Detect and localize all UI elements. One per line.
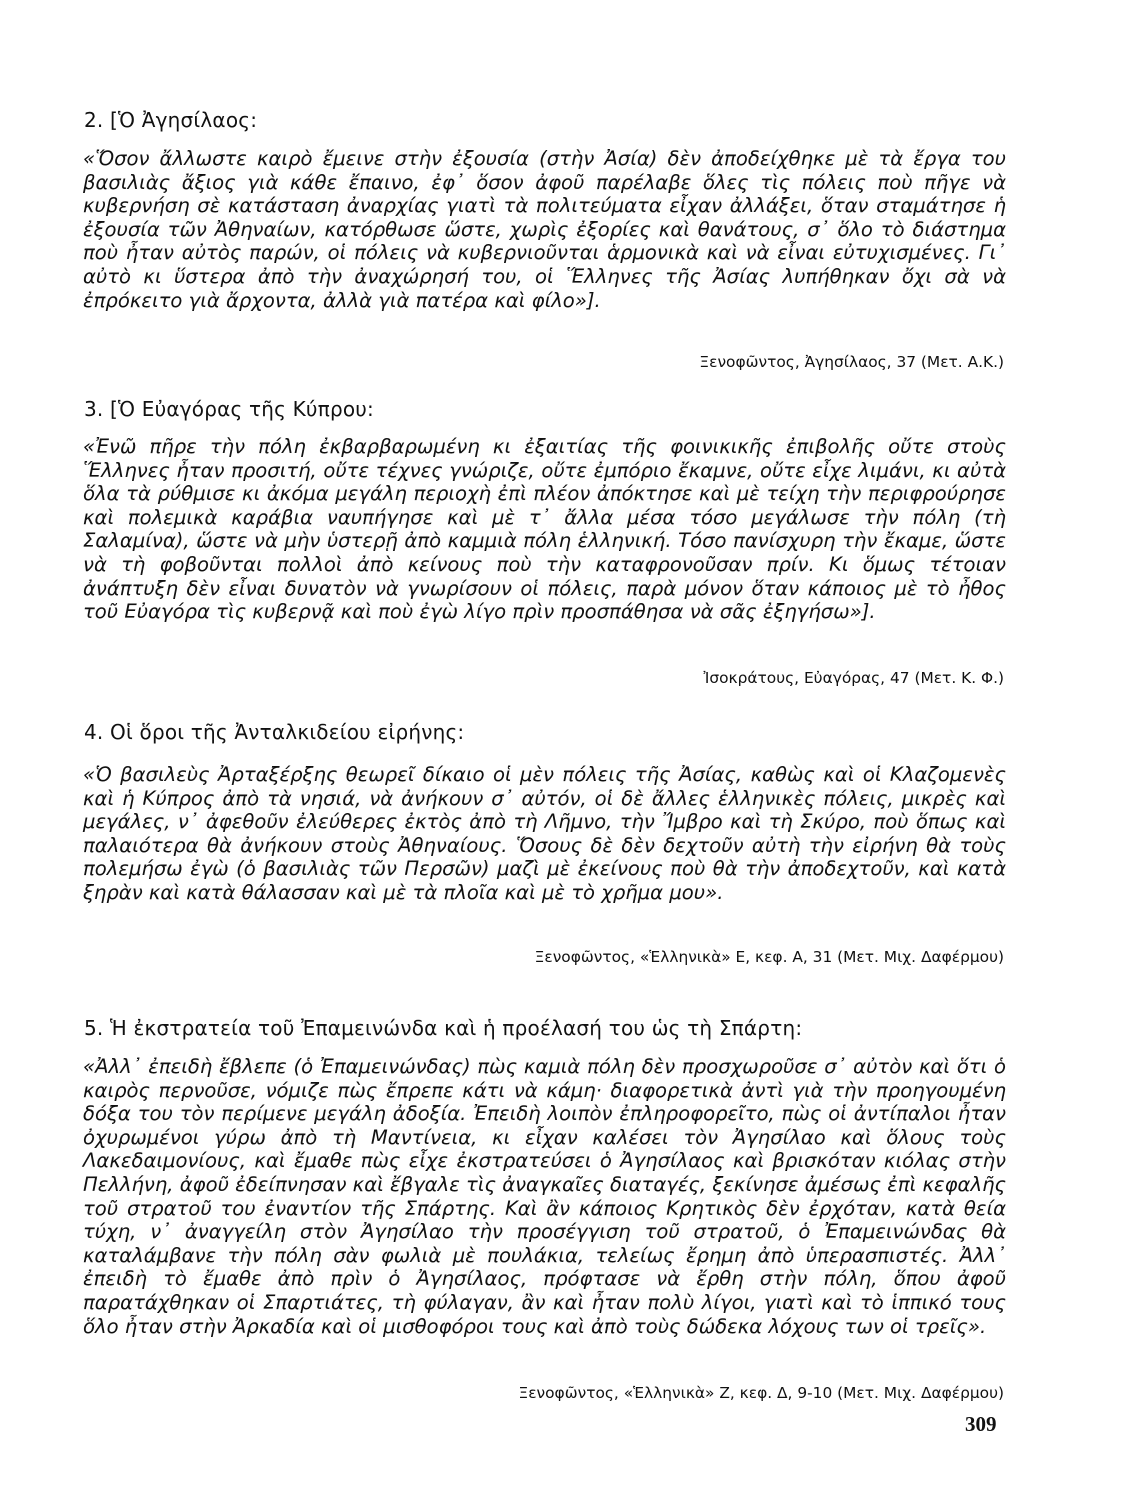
quote-agesilaus: «Ὅσον ἄλλωστε καιρὸ ἔμεινε στὴν ἐξουσία (στὴν Ἀσία) δὲν ἀποδείχθηκε μὲ τὰ ἔργα του βασιλιὰς ἄξιος γιὰ κάθε ἔπαινο, ἐφ᾽ ὅσον ἀφοῦ παρέλαβε ὅλες τὶς πόλεις ποὺ πῆγε νὰ κυβερνήση σὲ κατάσταση ἀναρχίας γιατὶ τὰ πολιτεύματα εἶχαν ἀλλάξει, ὅταν σταμάτησε ἡ ἐξουσία τῶν Ἀθηναίων, κατόρθωσε ὥστε, χωρὶς ἐξορίες καὶ θανάτους, σ᾽ ὅλο τὸ διάστημα ποὺ ἦταν αὐτὸς παρών, οἱ πόλεις νὰ κυβερνιοῦνται ἁρμονικὰ καὶ νὰ εἶναι εὐτυχισμένες. Γι᾽ αὐτὸ κι ὕστερα ἀπὸ τὴν ἀναχώρησή του, οἱ Ἕλληνες τῆς Ἀσίας λυπήθηκαν ὄχι σὰ νὰ ἐπρόκειτο γιὰ ἄρχοντα, ἀλλὰ γιὰ πατέρα καὶ φίλο»]. bbox=[83, 147, 1006, 312]
source-citation-evagoras: Ἰσοκράτους, Εὐαγόρας, 47 (Μετ. Κ. Φ.) bbox=[703, 669, 1004, 687]
quote-antalcidas-peace: «Ὁ βασιλεὺς Ἀρταξέρξης θεωρεῖ δίκαιο οἱ μὲν πόλεις τῆς Ἀσίας, καθὼς καὶ οἱ Κλαζομενὲς καὶ ἡ Κύπρος ἀπὸ τὰ νησιά, νὰ ἀνήκουν σ᾽ αὐτόν, οἱ δὲ ἄλλες ἑλληνικὲς πόλεις, μικρὲς καὶ μεγάλες, ν᾽ ἀφεθοῦν ἐλεύθερες ἐκτὸς ἀπὸ τὴ Λῆμνο, τὴν Ἴμβρο καὶ τὴ Σκύρο, ποὺ ὅπως καὶ παλαιότερα θὰ ἀνήκουν στοὺς Ἀθηναίους. Ὅσους δὲ δὲν δεχτοῦν αὐτὴ τὴν εἰρήνη θὰ τοὺς πολεμήσω ἐγὼ (ὁ βασιλιὰς τῶν Περσῶν) μαζὶ μὲ ἐκείνους ποὺ θὰ τὴν ἀποδεχτοῦν, καὶ κατὰ ξηρὰν καὶ κατὰ θάλασσαν καὶ μὲ τὰ πλοῖα καὶ μὲ τὸ χρῆμα μου». bbox=[83, 763, 1006, 904]
section-heading-antalcidas-peace: 4. Οἱ ὅροι τῆς Ἀνταλκιδείου εἰρήνης: bbox=[84, 720, 465, 744]
quote-epaminondas: «Ἀλλ᾽ ἐπειδὴ ἔβλεπε (ὁ Ἐπαμεινώνδας) πὼς καμιὰ πόλη δὲν προσχωροῦσε σ᾽ αὐτὸν καὶ ὅτι ὁ καιρὸς περνοῦσε, νόμιζε πὼς ἔπρεπε κάτι νὰ κάμη· διαφορετικὰ ἀντὶ γιὰ τὴν προηγουμένη δόξα του τὸν περίμενε μεγάλη ἀδοξία. Ἐπειδὴ λοιπὸν ἐπληροφορεῖτο, πὼς οἱ ἀντίπαλοι ἦταν ὀχυρωμένοι γύρω ἀπὸ τὴ Μαντίνεια, κι εἶχαν καλέσει τὸν Ἀγησίλαο καὶ ὅλους τοὺς Λακεδαιμονίους, καὶ ἔμαθε πὼς εἶχε ἐκστρατεύσει ὁ Ἀγησίλαος καὶ βρισκόταν κιόλας στὴν Πελλήνη, ἀφοῦ ἐδείπνησαν καὶ ἔβγαλε τὶς ἀναγκαῖες διαταγές, ξεκίνησε ἀμέσως ἐπὶ κεφαλῆς τοῦ στρατοῦ του ἐναντίον τῆς Σπάρτης. Καὶ ἂν κάποιος Κρητικὸς δὲν ἐρχόταν, κατὰ θεία τύχη, ν᾽ ἀναγγείλη στὸν Ἀγησίλαο τὴν προσέγγιση τοῦ στρατοῦ, ὁ Ἐπαμεινώνδας θὰ καταλάμβανε τὴν πόλη σὰν φωλιὰ μὲ πουλάκια, τελείως ἔρημη ἀπὸ ὑπερασπιστές. Ἀλλ᾽ ἐπειδὴ τὸ ἔμαθε ἀπὸ πρὶν ὁ Ἀγησίλαος, πρόφτασε νὰ ἔρθη στὴν πόλη, ὅπου ἀφοῦ παρατάχθηκαν οἱ Σπαρτιάτες, τὴ φύλαγαν, ἂν καὶ ἦταν πολὺ λίγοι, γιατὶ καὶ τὸ ἱππικό τους ὅλο ἦταν στὴν Ἀρκαδία καὶ οἱ μισθοφόροι τους καὶ ἀπὸ τοὺς δώδεκα λόχους των οἱ τρεῖς». bbox=[83, 1055, 1006, 1338]
source-citation-epaminondas: Ξενοφῶντος, «Ἑλληνικὰ» Ζ, κεφ. Δ, 9-10 (Μετ. Μιχ. Δαφέρμου) bbox=[518, 1384, 1004, 1402]
page-number: 309 bbox=[965, 1412, 997, 1436]
source-citation-agesilaus: Ξενοφῶντος, Ἀγησίλαος, 37 (Μετ. Α.Κ.) bbox=[699, 353, 1004, 371]
quote-evagoras: «Ἐνῶ πῆρε τὴν πόλη ἐκβαρβαρωμένη κι ἐξαιτίας τῆς φοινικικῆς ἐπιβολῆς οὔτε στοὺς Ἕλληνες ἦταν προσιτή, οὔτε τέχνες γνώριζε, οὔτε ἐμπόριο ἔκαμνε, οὔτε εἶχε λιμάνι, κι αὐτὰ ὅλα τὰ ρύθμισε κι ἀκόμα μεγάλη περιοχὴ ἐπὶ πλέον ἀπόκτησε καὶ μὲ τείχη τὴν περιφρούρησε καὶ πολεμικὰ καράβια ναυπήγησε καὶ μὲ τ᾽ ἄλλα μέσα τόσο μεγάλωσε τὴν πόλη (τὴ Σαλαμίνα), ὥστε νὰ μὴν ὑστερῇ ἀπὸ καμμιὰ πόλη ἑλληνική. Τόσο πανίσχυρη τὴν ἔκαμε, ὥστε νὰ τὴ φοβοῦνται πολλοὶ ἀπὸ κείνους ποὺ τὴν καταφρονοῦσαν πρίν. Κι ὅμως τέτοιαν ἀνάπτυξη δὲν εἶναι δυνατὸν νὰ γνωρίσουν οἱ πόλεις, παρὰ μόνον ὅταν κάποιος μὲ τὸ ἦθος τοῦ Εὐαγόρα τὶς κυβερνᾷ καὶ ποὺ ἐγὼ λίγο πρὶν προσπάθησα νὰ σᾶς ἐξηγήσω»]. bbox=[83, 435, 1006, 624]
section-heading-evagoras: 3. [Ὁ Εὐαγόρας τῆς Κύπρου: bbox=[84, 397, 374, 421]
section-heading-agesilaus: 2. [Ὁ Ἀγησίλαος: bbox=[84, 108, 258, 132]
section-heading-epaminondas: 5. Ἡ ἐκστρατεία τοῦ Ἐπαμεινώνδα καὶ ἡ προέλασή του ὡς τὴ Σπάρτη: bbox=[84, 1016, 803, 1040]
source-citation-antalcidas-peace: Ξενοφῶντος, «Ἑλληνικὰ» Ε, κεφ. Α, 31 (Μετ. Μιχ. Δαφέρμου) bbox=[534, 948, 1004, 966]
